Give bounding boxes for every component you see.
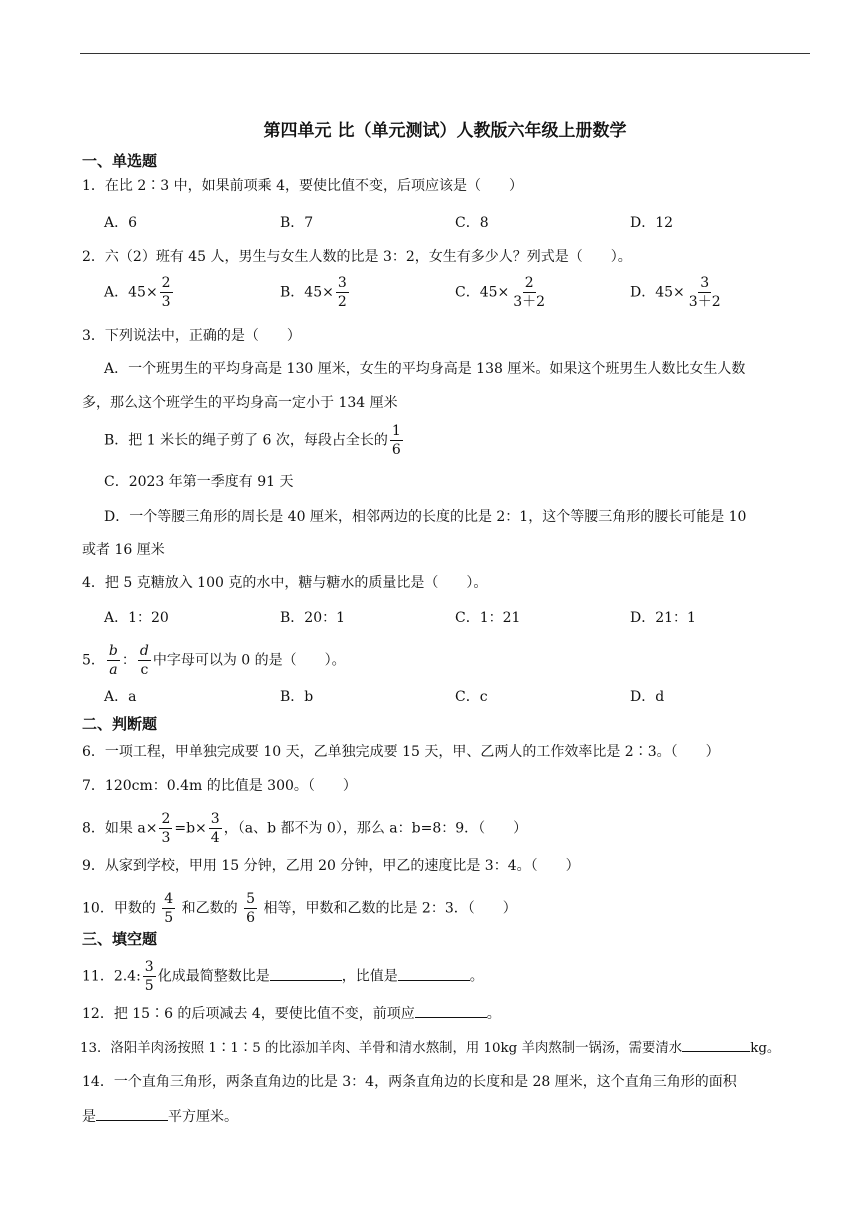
denominator: 6	[391, 442, 401, 458]
q5-fraction-2	[138, 644, 151, 677]
q2-option-a-fraction	[160, 276, 173, 309]
q2-option-a-label: A．	[104, 284, 129, 301]
denominator: 4	[210, 830, 220, 846]
q2-option-c-label: C．	[455, 284, 480, 301]
q2-option-a	[104, 276, 175, 309]
q2-option-b-fraction	[336, 276, 349, 309]
q4-option-a: A．1：20	[104, 610, 169, 626]
q11-text-mid: 化成最简整数比是	[157, 968, 270, 985]
q5-option-b: B．b	[280, 689, 314, 705]
numerator: 3	[144, 959, 154, 975]
q11-text-post: 。	[469, 968, 484, 985]
numerator: 5	[246, 891, 256, 907]
numerator: 3	[337, 275, 347, 291]
question-10	[82, 892, 517, 925]
denominator: 5	[164, 910, 174, 926]
q3-option-a-line-1: A．一个班男生的平均身高是 130 厘米，女生的平均身高是 138 厘米。如果这个班男生人数比女生人数	[104, 361, 746, 377]
question-2: 2．六（2）班有 45 人，男生与女生人数的比是 3：2，女生有多少人？列式是（ ）。	[82, 249, 632, 265]
denominator: 3＋2	[688, 294, 721, 310]
q5-fraction-1	[107, 644, 120, 677]
q11-answer-blank-2[interactable]	[398, 966, 470, 981]
q3-option-c: C．2023 年第一季度有 91 天	[104, 474, 294, 490]
q3-option-b	[104, 424, 405, 457]
question-8	[82, 812, 527, 845]
q11-text-pre: 11．2.4:	[82, 968, 141, 985]
q3-option-b-text: B．把 1 米长的绳子剪了 6 次，每段占全长的	[104, 432, 388, 449]
question-7: 7．120cm：0.4m 的比值是 300。（ ）	[82, 778, 357, 794]
numerator: b	[108, 643, 118, 659]
q1-option-a: A．6	[104, 215, 138, 231]
q11-text-mid2: ，比值是	[341, 968, 398, 985]
denominator: 3	[161, 830, 171, 846]
q2-option-d-fraction	[687, 276, 723, 309]
q5-option-d: D．d	[630, 689, 665, 705]
question-13	[80, 1037, 780, 1059]
q1-option-b: B．7	[280, 215, 314, 231]
q3-option-a-line-2: 多，那么这个班学生的平均身高一定小于 134 厘米	[82, 395, 398, 411]
section-heading-true-false: 二、判断题	[82, 715, 158, 733]
q12-answer-blank[interactable]	[415, 1003, 487, 1018]
numerator: 4	[164, 891, 174, 907]
q10-text-pre: 10．甲数的	[82, 900, 156, 917]
question-5	[82, 644, 346, 677]
q8-text-mid: =b×	[174, 820, 207, 837]
q2-option-b-label: B．	[280, 284, 305, 301]
numerator: 2	[161, 275, 171, 291]
q1-option-d: D．12	[630, 215, 674, 231]
q5-option-c: C．c	[455, 689, 488, 705]
section-heading-single-choice: 一、单选题	[82, 152, 158, 170]
q2-option-c	[455, 276, 549, 309]
numerator: d	[139, 643, 149, 659]
q13-text-pre: 13．洛阳羊肉汤按照 1∶1∶5 的比添加羊肉、羊骨和清水熬制，用 10kg 羊肉熬制一锅汤，需要清水	[80, 1041, 683, 1056]
question-14-line-2	[82, 1106, 238, 1127]
q2-option-d	[630, 276, 725, 309]
denominator: a	[109, 662, 118, 678]
q13-answer-blank[interactable]	[682, 1037, 750, 1052]
denominator: 6	[246, 910, 256, 926]
numerator: 3	[700, 275, 710, 291]
q5-number: 5．	[82, 652, 105, 669]
question-3: 3．下列说法中，正确的是（ ）	[82, 328, 301, 344]
q3-option-d-line-1: D．一个等腰三角形的周长是 40 厘米，相邻两边的长度的比是 2：1，这个等腰三角形的腰长可能是 10	[104, 509, 747, 525]
q8-fraction-2	[209, 812, 222, 845]
denominator: 3＋2	[513, 294, 546, 310]
q10-text-post: 相等，甲数和乙数的比是 2：3．（ ）	[263, 900, 517, 917]
denominator: 3	[161, 294, 171, 310]
q5-option-a: A．a	[104, 689, 137, 705]
q3-option-d-line-2: 或者 16 厘米	[82, 542, 165, 558]
q14-text-post: 平方厘米。	[168, 1109, 238, 1125]
question-12	[82, 1003, 501, 1024]
header-rule	[80, 53, 810, 54]
q4-option-d: D．21：1	[630, 610, 696, 626]
question-4: 4．把 5 克糖放入 100 克的水中，糖与糖水的质量比是（ ）。	[82, 575, 488, 591]
q11-answer-blank-1[interactable]	[270, 966, 342, 981]
q8-fraction-1	[159, 812, 172, 845]
q10-fraction-1	[162, 892, 175, 925]
q2-option-d-label: D．	[630, 284, 656, 301]
q4-option-c: C．1：21	[455, 610, 521, 626]
q2-option-c-fraction	[511, 276, 547, 309]
q2-option-a-expr: 45×	[128, 284, 158, 301]
numerator: 2	[524, 275, 534, 291]
q1-option-c: C．8	[455, 215, 489, 231]
question-9: 9．从家到学校，甲用 15 分钟，乙用 20 分钟，甲乙的速度比是 3：4。（ ）	[82, 858, 580, 874]
q5-text: 中字母可以为 0 的是（ ）。	[152, 652, 346, 669]
q2-option-b-expr: 45×	[304, 284, 334, 301]
q2-option-c-expr: 45×	[479, 284, 510, 301]
q10-text-mid: 和乙数的	[181, 900, 238, 917]
q2-option-b	[280, 276, 351, 309]
numerator: 2	[161, 811, 171, 827]
q4-option-b: B．20：1	[280, 610, 346, 626]
q3-option-b-fraction	[390, 424, 403, 457]
question-14-line-1: 14．一个直角三角形，两条直角边的比是 3：4，两条直角边的长度和是 28 厘米，这个直角三角形的面积	[82, 1074, 737, 1090]
q5-colon: ：	[121, 652, 136, 669]
section-heading-fill-in: 三、填空题	[82, 930, 158, 948]
q14-answer-blank[interactable]	[96, 1106, 168, 1121]
denominator: c	[140, 662, 149, 678]
denominator: 5	[144, 978, 154, 994]
q10-fraction-2	[244, 892, 257, 925]
page-title: 第四单元 比（单元测试）人教版六年级上册数学	[263, 121, 627, 141]
numerator: 1	[391, 423, 401, 439]
q13-text-post: kg。	[750, 1041, 781, 1056]
denominator: 2	[337, 294, 347, 310]
question-11	[82, 960, 484, 993]
q11-fraction	[143, 960, 156, 993]
q8-text-post: ，（a、b 都不为 0），那么 a：b=8：9．（ ）	[223, 820, 528, 837]
numerator: 3	[210, 811, 220, 827]
question-1: 1．在比 2∶3 中，如果前项乘 4，要使比值不变，后项应该是（ ）	[82, 178, 523, 194]
q12-text-pre: 12．把 15∶6 的后项减去 4，要使比值不变，前项应	[82, 1006, 415, 1022]
q2-option-d-expr: 45×	[655, 284, 685, 301]
question-6: 6．一项工程，甲单独完成要 10 天，乙单独完成要 15 天，甲、乙两人的工作效率比是 2∶3。（ ）	[82, 744, 720, 760]
q14-text-pre: 是	[82, 1109, 96, 1125]
q8-text-pre: 8．如果 a×	[82, 820, 158, 837]
q12-text-post: 。	[486, 1006, 501, 1022]
